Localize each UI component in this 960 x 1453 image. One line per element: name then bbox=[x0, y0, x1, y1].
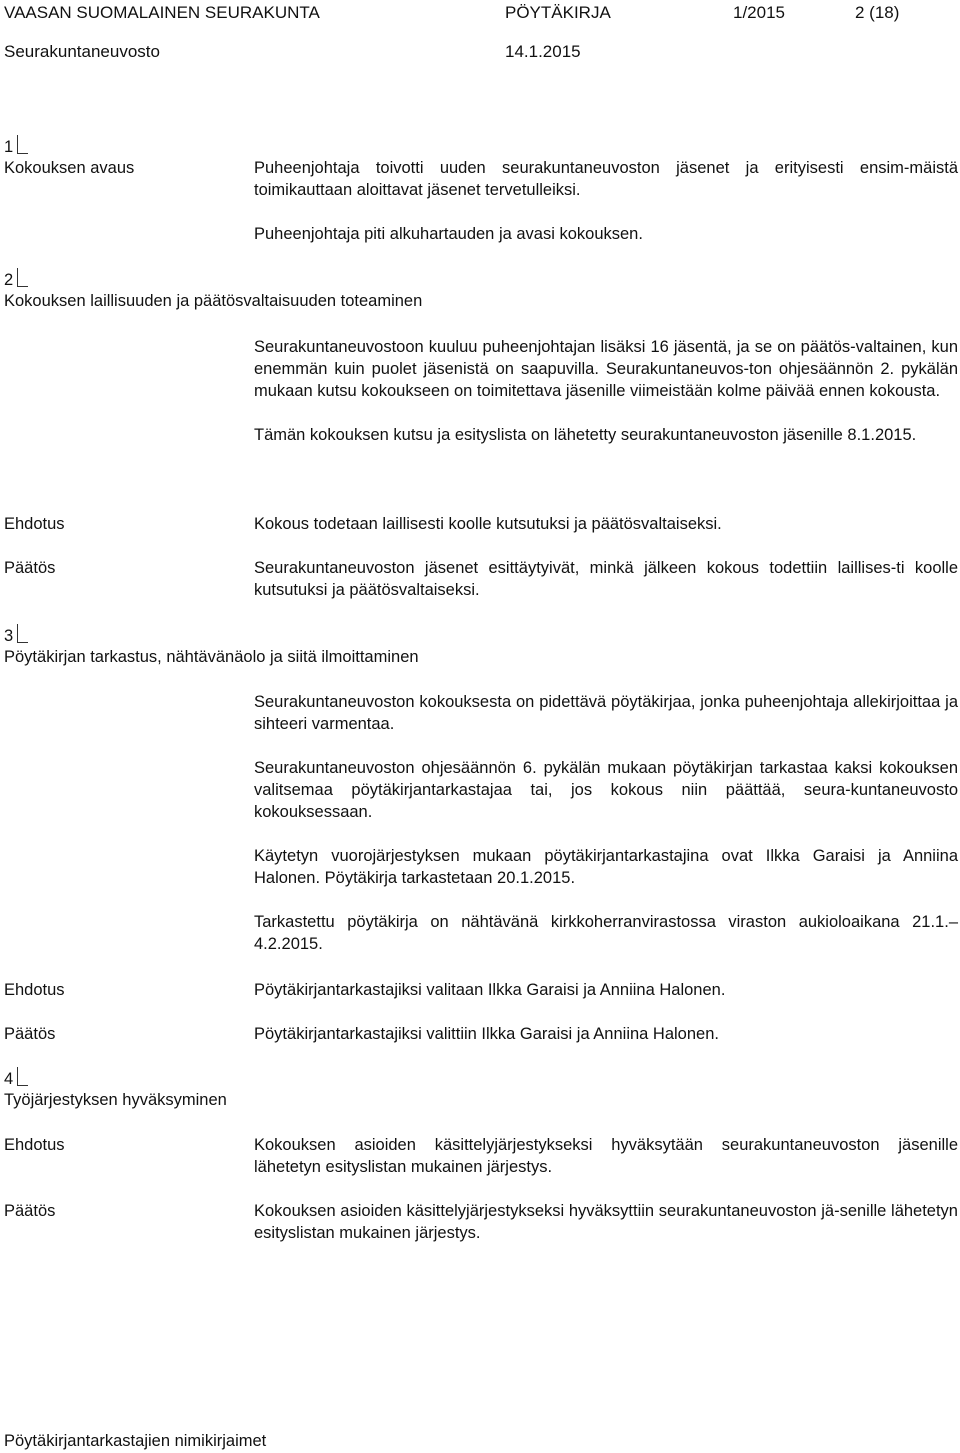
decision-label: Päätös bbox=[4, 1025, 56, 1043]
initials-label: Pöytäkirjantarkastajien nimikirjaimet bbox=[4, 1432, 267, 1450]
paragraph: Seurakuntaneuvostoon kuuluu puheenjohtajan lisäksi 16 jäsentä, ja se on päätös-valtainen, kun enemmän kuin puolet jäsenistä on saapuvilla. Seurakuntaneuvos-ton ohjesäännön 2. pykälän mukaan kutsu kokoukseen on toimitettava jäsenille viimeistään kolme päivää ennen kokousta. bbox=[254, 338, 958, 400]
item-2-title: Kokouksen laillisuuden ja päätösvaltaisuuden toteaminen bbox=[4, 292, 423, 310]
proposal-label: Ehdotus bbox=[4, 515, 65, 533]
item-3-decision: Pöytäkirjantarkastajiksi valittiin Ilkka Garaisi ja Anniina Halonen. bbox=[254, 1025, 719, 1043]
item-number: 3 bbox=[4, 627, 14, 645]
paragraph: Seurakuntaneuvoston kokouksesta on pidettävä pöytäkirjaa, jonka puheenjohtaja allekirjoittaa ja sihteeri varmentaa. bbox=[254, 693, 958, 733]
item-4-title: Työjärjestyksen hyväksyminen bbox=[4, 1091, 227, 1109]
paragraph: Puheenjohtaja piti alkuhartauden ja avasi kokouksen. bbox=[254, 225, 643, 243]
proposal-label: Ehdotus bbox=[4, 1136, 65, 1154]
item-2-decision: Seurakuntaneuvoston jäsenet esittäytyivät, minkä jälkeen kokous todettiin laillises-ti koolle kutsutuksi ja päätösvaltaiseksi. bbox=[254, 559, 958, 599]
section-mark-icon bbox=[17, 135, 28, 154]
paragraph: Puheenjohtaja toivotti uuden seurakuntaneuvoston jäsenet ja erityisesti ensim-mäistä toimikauttaan aloittavat jäsenet tervetulleiksi. bbox=[254, 159, 958, 199]
section-mark-icon bbox=[17, 268, 28, 287]
item-number: 4 bbox=[4, 1070, 14, 1088]
item-1-number bbox=[4, 135, 28, 158]
section-mark-icon bbox=[17, 624, 28, 643]
page-number: 2 (18) bbox=[855, 3, 900, 22]
proposal-label: Ehdotus bbox=[4, 981, 65, 999]
item-number: 1 bbox=[4, 138, 14, 156]
meeting-body: Seurakuntaneuvosto bbox=[4, 42, 160, 61]
doc-type: PÖYTÄKIRJA bbox=[505, 3, 611, 22]
item-2-proposal: Kokous todetaan laillisesti koolle kutsutuksi ja päätösvaltaiseksi. bbox=[254, 515, 722, 533]
item-3-proposal: Pöytäkirjantarkastajiksi valitaan Ilkka Garaisi ja Anniina Halonen. bbox=[254, 981, 726, 999]
decision-label: Päätös bbox=[4, 559, 56, 577]
item-3-title: Pöytäkirjan tarkastus, nähtävänäolo ja siitä ilmoittaminen bbox=[4, 648, 419, 666]
decision-label: Päätös bbox=[4, 1202, 56, 1220]
item-1-title: Kokouksen avaus bbox=[4, 159, 135, 177]
doc-number: 1/2015 bbox=[733, 3, 785, 22]
item-4-decision: Kokouksen asioiden käsittelyjärjestykseksi hyväksyttiin seurakuntaneuvoston jä-senille lähetetyn esityslistan mukainen järjestys. bbox=[254, 1202, 958, 1242]
item-3-body bbox=[254, 691, 958, 955]
section-mark-icon bbox=[17, 1067, 28, 1086]
paragraph: Seurakuntaneuvoston ohjesäännön 6. pykälän mukaan pöytäkirjan tarkastaa kaksi kokouksen valitsemaa pöytäkirjantarkastajaa tai, jos kokous niin päättää, seura-kuntaneuvosto kokouksessaan. bbox=[254, 759, 958, 821]
item-1-body bbox=[254, 157, 958, 245]
item-4-number bbox=[4, 1067, 28, 1090]
item-4-proposal: Kokouksen asioiden käsittelyjärjestykseksi hyväksytään seurakuntaneuvoston jäsenille lähetetyn esityslistan mukainen järjestys. bbox=[254, 1136, 958, 1176]
item-2-number bbox=[4, 268, 28, 291]
item-3-number bbox=[4, 624, 28, 647]
org-name: VAASAN SUOMALAINEN SEURAKUNTA bbox=[4, 3, 320, 22]
item-number: 2 bbox=[4, 271, 14, 289]
meeting-date: 14.1.2015 bbox=[505, 42, 581, 61]
item-2-body bbox=[254, 336, 958, 446]
paragraph: Käytetyn vuorojärjestyksen mukaan pöytäkirjantarkastajina ovat Ilkka Garaisi ja Anniina Halonen. Pöytäkirja tarkastetaan 20.1.2015. bbox=[254, 847, 958, 887]
paragraph: Tarkastettu pöytäkirja on nähtävänä kirkkoherranvirastossa viraston aukioloaikana 21.1.–4.2.2015. bbox=[254, 913, 958, 953]
paragraph: Tämän kokouksen kutsu ja esityslista on lähetetty seurakuntaneuvoston jäsenille 8.1.2015. bbox=[254, 426, 917, 444]
